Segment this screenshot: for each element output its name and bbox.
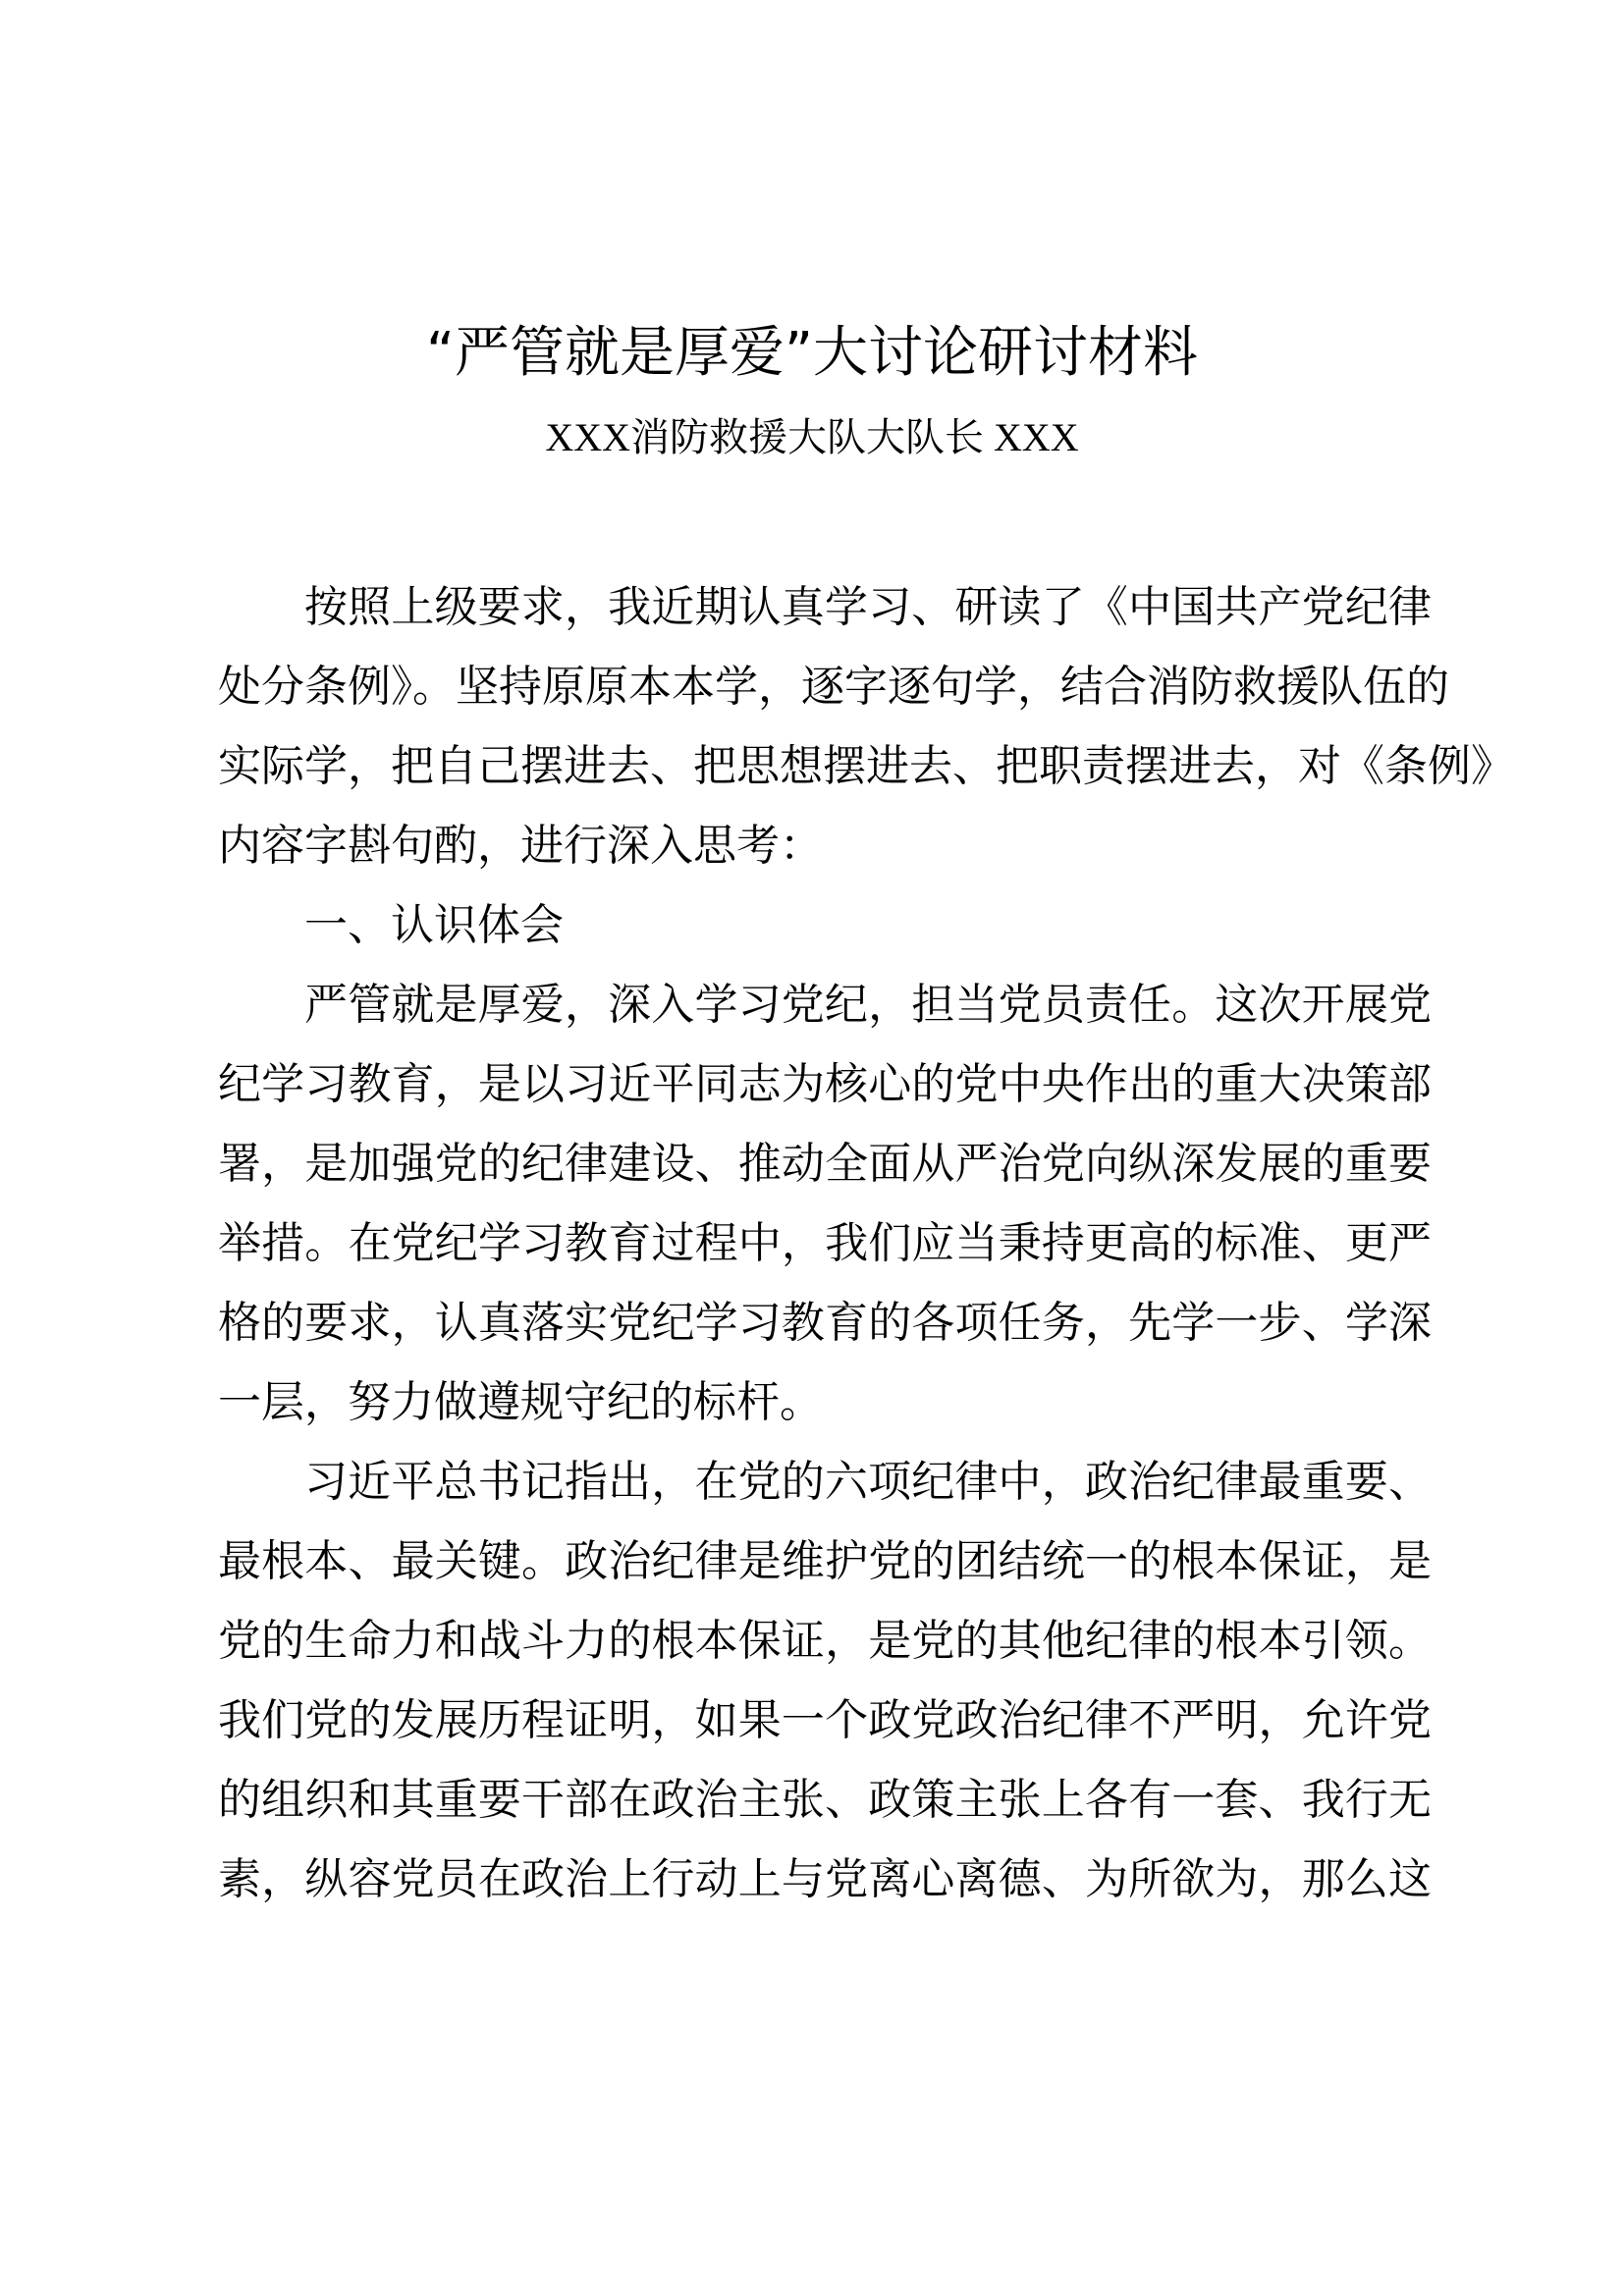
text-line: 的组织和其重要干部在政治主张、政策主张上各有一套、我行无: [218, 1775, 1432, 1825]
text-line: 最根本、最关键。政治纪律是维护党的团结统一的根本保证，是: [218, 1536, 1432, 1586]
document-body: [218, 567, 1514, 1919]
text-line: 严管就是厚爱，深入学习党纪，担当党员责任。这次开展党: [304, 980, 1432, 1030]
text-line: 一层，努力做遵规守纪的标杆。: [218, 1377, 823, 1427]
text-line: 举措。在党纪学习教育过程中，我们应当秉持更高的标准、更严: [218, 1218, 1432, 1268]
text-line: 署，是加强党的纪律建设、推动全面从严治党向纵深发展的重要: [218, 1139, 1432, 1189]
text-line: 内容字斟句酌，进行深入思考：: [218, 821, 823, 871]
document-author-line: XXX消防救援大队大队长 XXX: [545, 415, 1079, 459]
text-line: 素，纵容党员在政治上行动上与党离心离德、为所欲为，那么这: [218, 1854, 1432, 1904]
text-line: 按照上级要求，我近期认真学习、研读了《中国共产党纪律: [304, 582, 1432, 632]
text-line: 格的要求，认真落实党纪学习教育的各项任务，先学一步、学深: [218, 1298, 1432, 1348]
text-line: 纪学习教育，是以习近平同志为核心的党中央作出的重大决策部: [218, 1059, 1432, 1109]
text-line: 我们党的发展历程证明，如果一个政党政治纪律不严明，允许党: [218, 1695, 1432, 1745]
text-line: 实际学，把自己摆进去、把思想摆进去、把职责摆进去，对《条例》: [218, 741, 1514, 791]
document-title: “严管就是厚爱”大讨论研讨材料: [425, 321, 1199, 385]
text-line: 一、认识体会: [304, 900, 564, 950]
text-line: 习近平总书记指出，在党的六项纪律中，政治纪律最重要、: [304, 1457, 1432, 1507]
text-line: 处分条例》。坚持原原本本学，逐字逐句学，结合消防救援队伍的: [218, 662, 1449, 712]
text-line: 党的生命力和战斗力的根本保证，是党的其他纪律的根本引领。: [218, 1616, 1432, 1666]
